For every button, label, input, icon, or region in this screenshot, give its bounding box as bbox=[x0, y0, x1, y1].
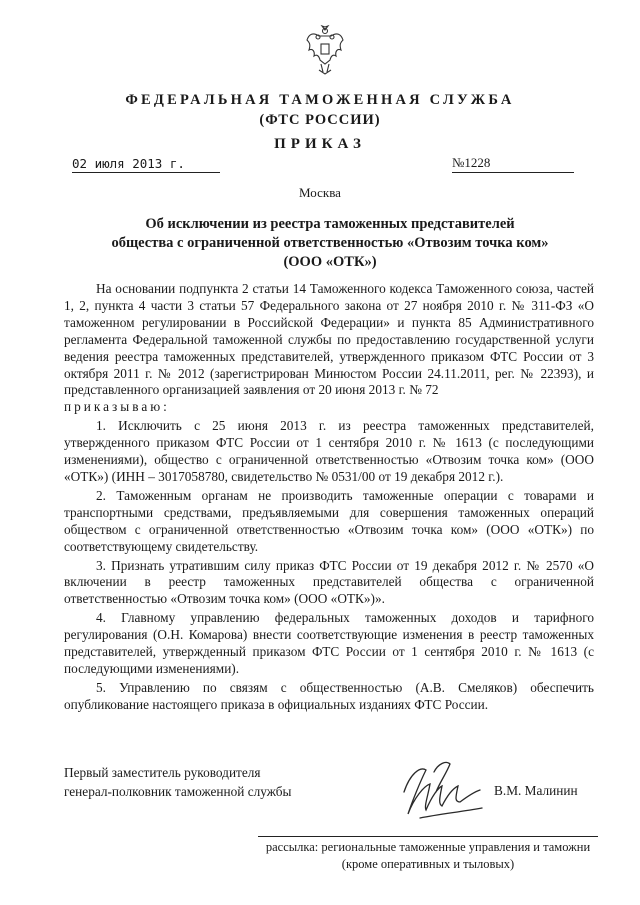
document-body bbox=[64, 281, 594, 714]
agency-name: ФЕДЕРАЛЬНАЯ ТАМОЖЕННАЯ СЛУЖБА bbox=[125, 92, 515, 108]
signatory-position bbox=[64, 763, 291, 801]
signatory-position-line: генерал-полковник таможенной службы bbox=[64, 784, 292, 799]
coat-of-arms-emblem bbox=[305, 24, 345, 76]
signatory-position-line: Первый заместитель руководителя bbox=[64, 765, 261, 780]
document-date: 02 июля 2013 г. bbox=[72, 156, 220, 173]
order-item: 1. Исключить с 25 июня 2013 г. из реестра таможенных представителей, утвержденного приказом ФТС России от 1 сентября 2010 г. № 1613 (с последующими изменениями), общество с ограниченной ответственностью «Отвозим точка ком» (ООО «ОТК») (ИНН – 3017058780, свидетельство № 0531/00 от 19 декабря 2012 г.). bbox=[64, 418, 594, 484]
distribution-list bbox=[258, 836, 598, 873]
handwritten-signature bbox=[390, 752, 490, 832]
signatory-name: В.М. Малинин bbox=[494, 783, 578, 798]
subject-line: общества с ограниченной ответственностью «Отвозим точка ком» bbox=[111, 235, 549, 251]
preamble-paragraph: На основании подпункта 2 статьи 14 Таможенного кодекса Таможенного союза, частей 1, 2, пункта 4 части 3 статьи 57 Федерального закона от 27 ноября 2010 г. № 311-ФЗ «О таможенном регулировании в Российской Федерации» и пункта 85 Административного регламента Федеральной таможенной службы по предоставлению государственной услуги ведения реестра таможенных представителей, утвержденного приказом ФТС России от 3 октября 2011 г. № 2012 (зарегистрирован Минюстом России 24.11.2011, рег. № 22393), и представленного организацией заявления от 20 июня 2013 г. № 72 bbox=[64, 281, 594, 398]
document-type: ПРИКАЗ bbox=[274, 136, 366, 152]
order-item: 4. Главному управлению федеральных таможенных доходов и тарифного регулирования (О.Н. Комарова) внести соответствующие изменения в реестр таможенных представителей, утвержденный приказом ФТС России от 1 сентября 2010 г. № 1613 (с последующими изменениями). bbox=[64, 610, 594, 676]
document-subject bbox=[100, 215, 560, 272]
order-item: 2. Таможенным органам не производить таможенные операции с товарами и транспортными средствами, предъявляемыми для совершения таможенных операций обществом с ограниченной ответственностью «Отвозим точка ком» (ООО «ОТК») по соответствующему свидетельству. bbox=[64, 487, 594, 554]
subject-line: Об исключении из реестра таможенных представителей bbox=[145, 216, 515, 232]
order-item: 5. Управлению по связям с общественностью (А.В. Смеляков) обеспечить опубликование настоящего приказа в официальных изданиях ФТС России. bbox=[64, 679, 594, 712]
document-city: Москва bbox=[299, 185, 341, 200]
order-item: 3. Признать утратившим силу приказ ФТС России от 19 декабря 2012 г. № 2570 «О включении в реестр таможенных представителей общества с ограниченной ответственностью «Отвозим точка ком» (ООО «ОТК»)». bbox=[64, 557, 594, 607]
agency-short-name: (ФТС РОССИИ) bbox=[259, 112, 381, 128]
document-number: №1228 bbox=[452, 155, 574, 173]
subject-line: (ООО «ОТК») bbox=[283, 254, 377, 270]
distribution-line: (кроме оперативных и тыловых) bbox=[341, 857, 515, 871]
distribution-line: рассылка: региональные таможенные управления и таможни bbox=[258, 836, 598, 856]
order-keyword: приказываю: bbox=[64, 399, 170, 415]
